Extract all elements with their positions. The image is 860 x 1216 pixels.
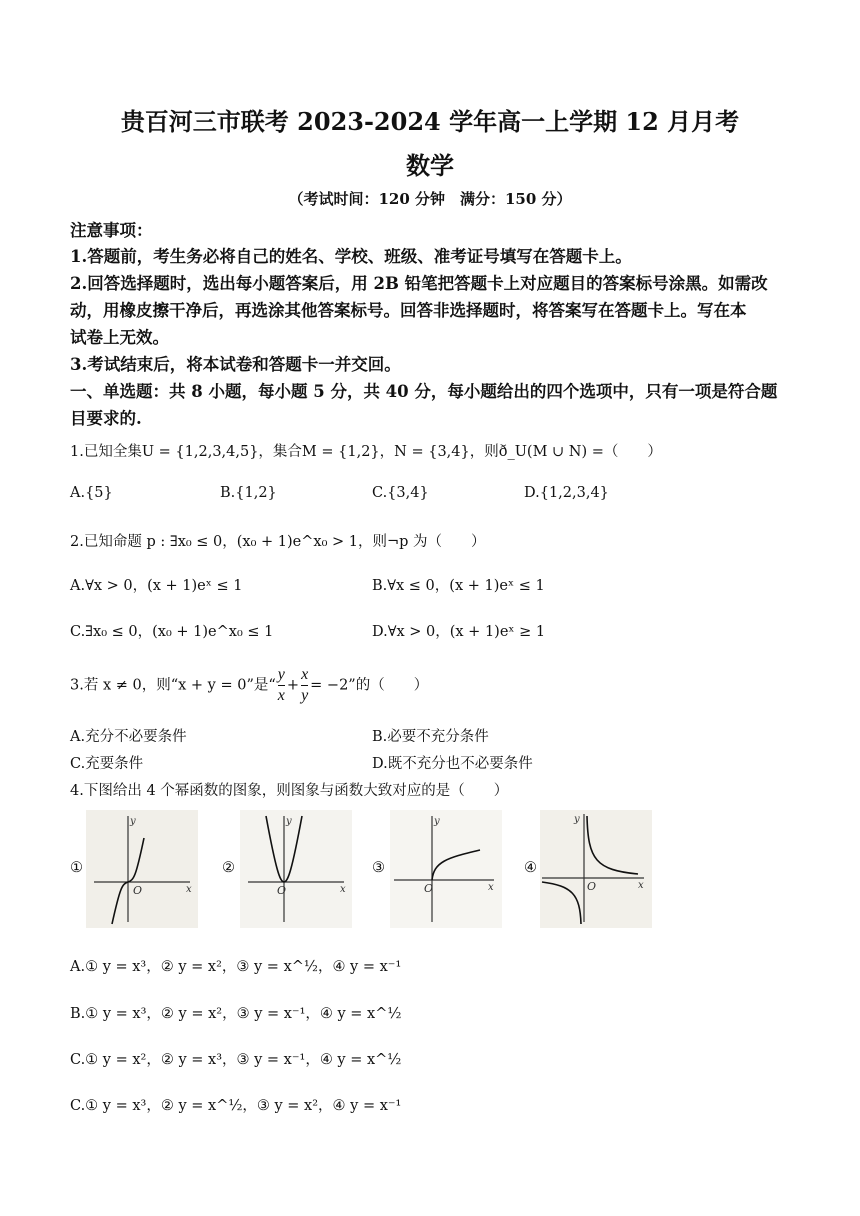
question-1-option-a: A.{5} xyxy=(70,485,113,501)
note-2-line-1: 2.回答选择题时，选出每小题答案后，用 2B 铅笔把答题卡上对应题目的答案标号涂黑。如需改 xyxy=(70,274,768,293)
exam-info: （考试时间：120 分钟 满分：150 分） xyxy=(288,190,572,208)
graph-4-label: ④ xyxy=(524,860,537,876)
question-2-option-d: D.∀x > 0，(x + 1)eˣ ≥ 1 xyxy=(372,624,546,640)
graph-1-cubic xyxy=(86,810,198,928)
graph-4-y-label: y xyxy=(574,814,580,825)
question-4-option-c: C.① y = x²，② y = x³，③ y = x⁻¹，④ y = x^½ xyxy=(70,1052,402,1068)
fraction-2-numerator: x xyxy=(301,665,308,686)
plus-sign: + xyxy=(286,677,300,694)
graph-3-x-label: x xyxy=(488,882,494,893)
graph-2-parabola xyxy=(240,810,352,928)
question-4-option-a: A.① y = x³，② y = x²，③ y = x^½，④ y = x⁻¹ xyxy=(70,959,402,975)
question-3-stem-start: 3.若 x ≠ 0，则“x + y = 0”是“ xyxy=(70,677,276,694)
graph-1-label: ① xyxy=(70,860,83,876)
question-3-option-d: D.既不充分也不必要条件 xyxy=(372,756,533,772)
note-2-line-2: 动，用橡皮擦干净后，再选涂其他答案标号。回答非选择题时，将答案写在答题卡上。写在本 xyxy=(70,301,747,320)
graph-2-origin: O xyxy=(277,884,287,897)
question-4-option-d: C.① y = x³，② y = x^½，③ y = x²，④ y = x⁻¹ xyxy=(70,1098,402,1114)
question-4-stem: 4.下图给出 4 个幂函数的图象，则图象与函数大致对应的是（ ） xyxy=(70,783,509,799)
graph-4-reciprocal xyxy=(540,810,652,928)
notes-heading: 注意事项： xyxy=(70,221,153,240)
graph-2-x-label: x xyxy=(340,884,346,895)
section-1-line-1: 一、单选题：共 8 小题，每小题 5 分，共 40 分，每小题给出的四个选项中，只有一项是符合题 xyxy=(70,382,778,401)
question-3-option-c: C.充要条件 xyxy=(70,756,144,772)
graph-1-y-label: y xyxy=(130,816,136,827)
question-1-stem: 1.已知全集U = {1,2,3,4,5}，集合M = {1,2}，N = {3,4}，则ð_U(M ∪ N) =（ ） xyxy=(70,444,662,460)
question-1-option-b: B.{1,2} xyxy=(220,485,277,501)
question-4-option-b: B.① y = x³，② y = x²，③ y = x⁻¹，④ y = x^½ xyxy=(70,1006,402,1022)
graph-2-y-label: y xyxy=(286,816,292,827)
question-2-option-b: B.∀x ≤ 0，(x + 1)eˣ ≤ 1 xyxy=(372,578,545,594)
fraction-2-denominator: y xyxy=(301,687,309,704)
note-2-line-3: 试卷上无效。 xyxy=(70,328,169,347)
fraction-1-numerator: y xyxy=(278,665,285,686)
question-2-option-a: A.∀x > 0，(x + 1)eˣ ≤ 1 xyxy=(70,578,243,594)
question-1-option-c: C.{3,4} xyxy=(372,485,429,501)
graph-1-origin: O xyxy=(133,884,143,897)
graph-4-x-label: x xyxy=(638,880,644,891)
graph-3-origin: O xyxy=(424,882,434,895)
graph-3-y-label: y xyxy=(434,816,440,827)
question-2-stem: 2.已知命题 p : ∃x₀ ≤ 0，(x₀ + 1)e^x₀ > 1，则¬p 为（ ） xyxy=(70,534,486,550)
fraction-y-over-x xyxy=(278,665,285,706)
graph-4-origin: O xyxy=(587,880,597,893)
graph-3-label: ③ xyxy=(372,860,385,876)
section-1-line-2: 目要求的. xyxy=(70,409,142,428)
question-1-option-d: D.{1,2,3,4} xyxy=(524,485,609,501)
question-2-option-c: C.∃x₀ ≤ 0，(x₀ + 1)e^x₀ ≤ 1 xyxy=(70,624,274,640)
graph-3-sqrt xyxy=(390,810,502,928)
exam-title: 贵百河三市联考 2023-2024 学年高一上学期 12 月月考 xyxy=(120,107,740,136)
question-3-stem xyxy=(70,665,428,706)
note-3: 3.考试结束后，将本试卷和答题卡一并交回。 xyxy=(70,355,401,374)
question-3-option-a: A.充分不必要条件 xyxy=(70,729,187,745)
question-3-stem-end: = −2”的（ ） xyxy=(310,677,429,694)
graph-1-x-label: x xyxy=(186,884,192,895)
fraction-1-denominator: x xyxy=(277,687,285,704)
note-1: 1.答题前，考生务必将自己的姓名、学校、班级、准考证号填写在答题卡上。 xyxy=(70,247,632,266)
fraction-x-over-y xyxy=(301,665,308,706)
graph-2-label: ② xyxy=(222,860,235,876)
subject-title: 数学 xyxy=(406,151,454,180)
question-3-option-b: B.必要不充分条件 xyxy=(372,729,489,745)
